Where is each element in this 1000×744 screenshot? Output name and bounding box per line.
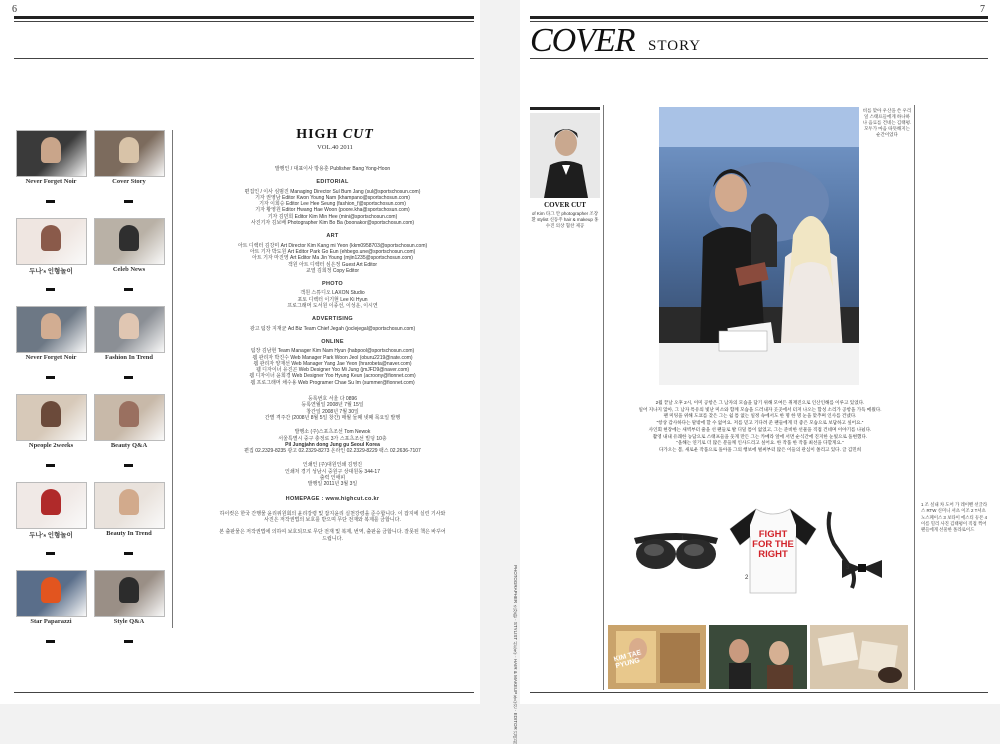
body-paragraph: 다가오는 봄, 새로운 작품으로 돌아올 그의 행보에 벌써부터 많은 이들의 관심이 쏠리고 있다. 글 김민희 — [658, 446, 862, 452]
main-photo — [659, 107, 859, 385]
registration-line: 간별 격주간 (2008년 8월 5일 창간) 매월 둘째 넷째 목요일 발행 — [264, 414, 401, 421]
toc-thumbnail[interactable] — [94, 306, 165, 353]
main-photo-caption: 비를 맞아 우산을 쓴 우리 일 스태프들에게 하나하나 음료를 건네는 김태평. 모두가 마음 따뜻해지는 순간이었다 — [862, 108, 912, 137]
notice-text: 하이컷은 한국 간행물 윤리위원회의 윤리강령 및 잡지윤리 실천강령을 준수합니다. 이 잡지에 실린 기사와 사진은 저작권법의 보호를 받으며 무단 전재와 복제를 금합니다. — [219, 510, 446, 524]
section-heading-editorial: EDITORIAL — [316, 179, 349, 186]
thumbnail-figure — [119, 577, 139, 603]
thumbnail-figure — [119, 137, 139, 163]
strip-photo-label: KIM TAE PYUNG — [613, 649, 643, 671]
credit-line: 기자 김민희 Editor Kim Min Hee (mini@sportschosun.com) — [267, 213, 398, 220]
homepage-link[interactable]: HOMEPAGE : www.highcut.co.kr — [285, 495, 380, 502]
credit-line: 기자 권영남 Editor Kwon Young Nam (khampano@sportschosun.com) — [255, 194, 410, 201]
credit-line: 광고 팀장 지재균 Ad Biz Team Chief Jegah (joclejegal@sportschosun.com) — [249, 325, 416, 332]
toc-thumbnail[interactable] — [94, 130, 165, 177]
thumbnail-figure — [119, 313, 139, 339]
cover-cut-heading: COVER CUT — [544, 201, 586, 209]
publisher-line: 발행인 / 대표이사 방용훈 Publisher Bang Yong-Hoon — [274, 166, 391, 172]
thumbnail-figure — [41, 577, 61, 603]
body-paragraph: 촬영 내내 유쾌한 농담으로 스태프들을 웃게 만든 그는 카메라 앞에 서면 순식간에 진지한 눈빛으로 돌변했다. — [652, 433, 868, 439]
credit-line: 객원 아트 디렉터 심은정 Guest Art Editor — [287, 261, 378, 268]
toc-divider — [46, 464, 55, 467]
body-paragraph: 팬 미팅을 위해 도쿄를 찾은 그는 쉴 틈 없는 일정 속에서도 한 명 한 명 눈을 맞추며 인사를 건넸다. — [663, 413, 857, 419]
masthead-volume: VOL.40 2011 — [317, 144, 353, 151]
page-number-left: 6 — [12, 4, 17, 15]
strip-photo-2 — [709, 625, 807, 689]
section-heading-online: ONLINE — [321, 338, 344, 345]
toc-thumbnail[interactable] — [16, 570, 87, 617]
toc-divider — [124, 200, 133, 203]
toc-label[interactable]: Beauty Q&A — [110, 442, 148, 449]
body-paragraph: “항상 감사하다는 말밖에 할 수 없어요. 저를 믿고 기다려 준 팬들에게 더 좋은 모습으로 보답하고 싶어요.” — [656, 420, 864, 426]
toc-divider — [124, 376, 133, 379]
toc-label[interactable]: Cover Story — [112, 178, 146, 185]
thumbnail-figure — [119, 489, 139, 515]
toc-thumbnail[interactable] — [94, 482, 165, 529]
header-rule-left — [14, 58, 474, 59]
credit-line: 편집인 / 이사 심범진 Managing Director Sul Bum Jang (sul@sportschosun.com) — [244, 188, 421, 195]
column-divider — [172, 130, 173, 628]
registration-line: 등록연월일 2008년 7월 15일 — [301, 402, 364, 409]
toc-label[interactable]: 두나's 인형놀이 — [29, 532, 73, 539]
notice-text: 본 출판물은 저작권법에 의하여 보호되므로 무단 전재 및 복제, 번역, 출판을 금합니다. 잘못된 책은 바꾸어 드립니다. — [219, 529, 446, 542]
credit-line: 기자 이희승 Editor Lee Hee Seung (fashion_f@sportschosun.com) — [259, 201, 406, 208]
vertical-credit-text: PHOTOGRAPHER 조장환 · STYLIST 신동주 · HAIR & MAKEUP 홍수진 · EDITOR 김민희 — [513, 565, 518, 744]
toc-label[interactable]: Never Forget Noir — [25, 354, 77, 361]
credits-block — [205, 166, 460, 542]
toc-thumbnail[interactable] — [94, 570, 165, 617]
toc-divider — [46, 640, 55, 643]
registration-line: 등록번호 서울 다 0896 — [307, 396, 358, 403]
product-sunglasses — [630, 520, 722, 580]
cover-cut-rule — [530, 107, 600, 110]
section-title-cover: COVER — [530, 22, 635, 59]
product-number: 1 — [681, 536, 685, 542]
section-heading-photo: PHOTO — [322, 281, 343, 288]
cover-cut-credits: of Kim 타그 안 photographer 조장환 stylist 신동주 hair & makeup 홍수진 의상 협찬 제공 — [531, 211, 599, 228]
toc-thumbnail[interactable] — [16, 218, 87, 265]
thumbnail-figure — [41, 313, 61, 339]
credit-line: 포토 디렉터 이기현 Lee Ki Hyun — [297, 296, 368, 303]
toc-thumbnail[interactable] — [16, 130, 87, 177]
cover-cut-photo — [530, 113, 600, 198]
credit-line: 사진기자 김보배 Photographer Kim Bo Ba (boonakor@sportschosun.com) — [250, 220, 415, 227]
toc-label[interactable]: Beauty In Trend — [106, 530, 152, 537]
thumbnail-figure — [41, 225, 61, 251]
toc-label[interactable]: Star Paparazzi — [30, 618, 72, 625]
thumbnail-figure — [41, 401, 61, 427]
top-rule-left — [14, 16, 474, 19]
article-body — [610, 400, 910, 454]
page-number-right: 7 — [980, 4, 985, 15]
product-side-note: 1 조 실내 차 도어 가 레이밴 선글라스 RTW 신미니 셔츠 이조 2 T셔츠 노스페이스 3 보타이 에스티 듀폰 4 이름 밀리 사진 김태평이 직접 찍어 팬들에게 선물한 폴라로이드 — [921, 502, 988, 533]
toc-label[interactable]: Style Q&A — [113, 618, 145, 625]
toc-label[interactable]: Never Forget Noir — [25, 178, 77, 185]
body-paragraph: 일어 지나지 않아, 그 남자 특유의 빛난 미소와 함께 모습을 드러내자 곳곳에서 터져 나오는 함성 소리가 공항을 가득 메웠다. — [638, 406, 882, 412]
thumbnail-figure — [41, 137, 61, 163]
body-paragraph: 2월 끝날 오후 2시, 이미 공항은 그 남자의 모습을 담기 위해 모여든 취재진으로 인산인해를 이루고 있었다. — [655, 400, 865, 405]
office-line: 서울특별시 중구 충정로 3가 스포츠조선 빌딩 10층 — [278, 435, 387, 442]
credit-line: 웹 관리자 양재선 Web Manager Yang Jae Yeon (hrarobeta@naver.com) — [253, 360, 412, 367]
top-rule-right — [530, 16, 988, 19]
product-number: 2 — [745, 575, 749, 581]
section-heading-advertising: ADVERTISING — [312, 316, 353, 323]
thumbnail-figure — [41, 489, 61, 515]
bottom-rule-right — [530, 692, 988, 693]
thumbnail-figure — [119, 225, 139, 251]
credit-line: 웹 디자이너 유진곤 Web Designer Yoo Mi Jung (jmJFD9@naver.com) — [255, 367, 410, 374]
masthead — [285, 127, 385, 151]
toc-divider — [124, 640, 133, 643]
body-paragraph: 사인회 현장에는 새벽부터 줄을 선 팬들로 발 디딜 틈이 없었고, 그는 준비한 선물을 직접 건네며 이야기를 나눴다. — [648, 426, 872, 432]
toc-thumbnail[interactable] — [94, 394, 165, 441]
credit-line: 프로그래머 도서원 이종선, 이성운, 이시연 — [287, 303, 378, 310]
bottom-rule-left — [14, 692, 474, 693]
credit-line: 아트 기자 박도원 Art Editor Park Go Eun (ehbego.une@sportschosun.com) — [249, 248, 416, 255]
toc-thumbnail[interactable] — [16, 306, 87, 353]
product-number: 3 — [846, 565, 850, 571]
column-divider-right-a — [603, 105, 604, 690]
tshirt-print-text: FIGHT FOR THE RIGHT — [752, 529, 794, 560]
toc-divider — [46, 288, 55, 291]
left-page — [0, 0, 480, 704]
office-line: 편집 02.2329-8235 광고 02.2329-8273 온라인 02.2329-8229 팩스 02.2636-7107 — [244, 448, 421, 455]
section-title-story: STORY — [648, 38, 702, 54]
toc-divider — [46, 200, 55, 203]
top-rule-thin-left — [14, 21, 474, 22]
product-bowtie — [822, 508, 894, 598]
column-divider-right-b — [914, 105, 915, 690]
toc-thumbnail[interactable] — [16, 482, 87, 529]
credit-line: 기자 황영원 Editor Hwang Hae Woon (poore.kha@sportschosun.com) — [255, 207, 410, 214]
toc-thumbnail[interactable] — [94, 218, 165, 265]
print-line: 인쇄인 (주)대원인쇄 김영진 — [302, 462, 363, 469]
print-line: 인쇄처 경기 성남시 중원구 상대원동 344-17 — [285, 468, 380, 475]
toc-thumbnail[interactable] — [16, 394, 87, 441]
credit-line: 객원 스튜디오 LAXON Studio — [300, 290, 365, 297]
toc-divider — [124, 552, 133, 555]
print-line: 발행일 2011년 3월 3일 — [307, 481, 358, 488]
strip-photo-3 — [810, 625, 908, 689]
credit-line: 웹 관리자 박진수 Web Manager Park Woon Jeol (oburu2219@nate.com) — [252, 354, 413, 361]
thumbnail-figure — [119, 401, 139, 427]
credit-line: 웹 디자이너 윤희경 Web Designer Yoo Hyung Keun (acroony@fionnet.com) — [249, 373, 416, 380]
print-line: 출력 인애피 — [319, 474, 346, 481]
toc-label[interactable]: 두나's 인형놀이 — [29, 268, 73, 275]
toc-label[interactable]: Npeople 2weeks — [28, 442, 74, 449]
credit-line: 팀장 김남현 Team Manager Kim Nam Hyun (habpool@sportschosun.com) — [250, 348, 415, 355]
toc-divider — [46, 376, 55, 379]
office-line: Pil Jungjahn dong Jung gu Seoul Korea — [285, 441, 380, 448]
body-paragraph: “올해는 연기로 더 많은 분들께 인사드리고 싶어요. 한 작품 한 작품 최선을 다할게요.” — [676, 440, 844, 446]
credit-line: 아트 기자 마진영 Art Editor Ma Jin Young (mjin1235@sportschosun.com) — [252, 255, 413, 262]
masthead-title: HIGH CUT — [296, 127, 374, 142]
toc-divider — [46, 552, 55, 555]
credit-line: 교열 김희정 Copy Editor — [305, 267, 360, 274]
credit-line: 아트 디렉터 김강미 Art Director Kim Kang mi Yeon (kkm0958703@sportschosun.com) — [237, 242, 428, 249]
toc-label[interactable]: Fashion In Trend — [104, 354, 154, 361]
section-heading-art: ART — [326, 233, 339, 240]
toc-divider — [124, 464, 133, 467]
toc-divider — [124, 288, 133, 291]
office-line: 발행소 (주)스포츠조선 Tom Newok — [294, 429, 371, 436]
registration-line: 창간일 2008년 7월 30일 — [306, 408, 359, 415]
credit-line: 웹 프로그래머 채수용 Web Programer Chae Su Im (summer@fionnet.com) — [250, 379, 415, 386]
toc-label[interactable]: Celeb News — [112, 266, 146, 273]
